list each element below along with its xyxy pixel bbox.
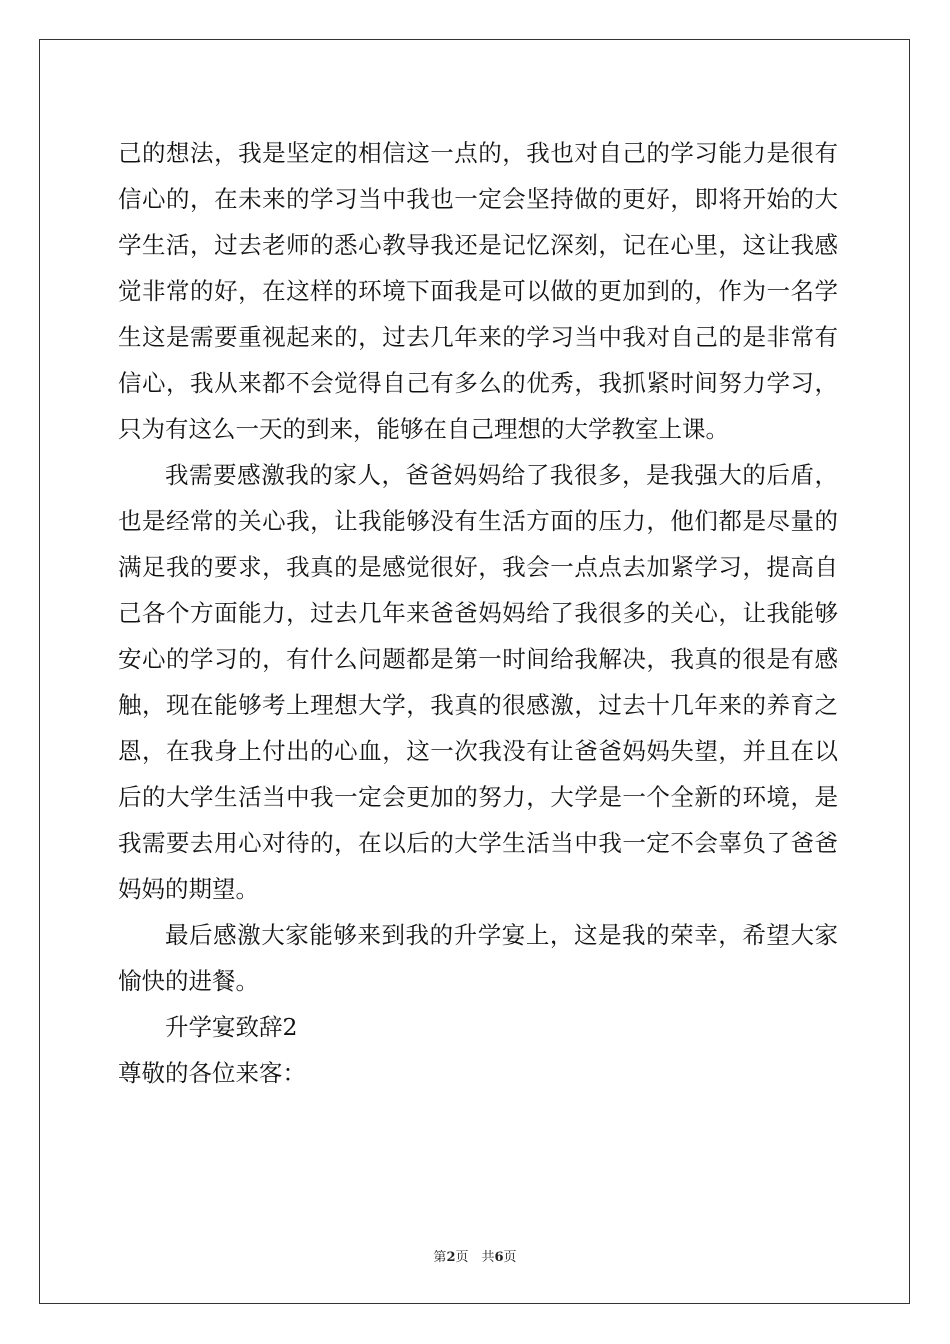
- salutation: 尊敬的各位来客：: [118, 1059, 306, 1087]
- text-line: 信心，我从来都不会觉得自己有多么的优秀，我抓紧时间努力学习，: [118, 369, 838, 397]
- footer-page-number: 2: [446, 1250, 456, 1265]
- footer-suffix: 页: [503, 1250, 517, 1265]
- paragraph-1: [118, 130, 838, 452]
- footer-middle: 页 共: [455, 1250, 495, 1265]
- text-line: 触，现在能够考上理想大学，我真的很感激，过去十几年来的养育之: [118, 691, 838, 719]
- text-line: 后的大学生活当中我一定会更加的努力，大学是一个全新的环境，是: [118, 783, 838, 811]
- page-footer: [0, 1246, 950, 1265]
- section-heading: 升学宴致辞2: [165, 1013, 298, 1041]
- text-line: 只为有这么一天的到来，能够在自己理想的大学教室上课。: [118, 415, 729, 443]
- document-body: [118, 130, 838, 1096]
- text-line: 恩，在我身上付出的心血，这一次我没有让爸爸妈妈失望，并且在以: [118, 737, 838, 765]
- text-line: 安心的学习的，有什么问题都是第一时间给我解决，我真的很是有感: [118, 645, 838, 673]
- text-line: 我需要感激我的家人，爸爸妈妈给了我很多，是我强大的后盾，: [165, 461, 838, 489]
- text-line: 觉非常的好，在这样的环境下面我是可以做的更加到的，作为一名学: [118, 277, 838, 305]
- text-line: 己各个方面能力，过去几年来爸爸妈妈给了我很多的关心，让我能够: [118, 599, 838, 627]
- text-line: 愉快的进餐。: [118, 967, 259, 995]
- paragraph-3: [118, 912, 838, 1004]
- text-line: 最后感激大家能够来到我的升学宴上，这是我的荣幸，希望大家: [165, 921, 838, 949]
- text-line: 己的想法，我是坚定的相信这一点的，我也对自己的学习能力是很有: [118, 139, 838, 167]
- paragraph-2: [118, 452, 838, 912]
- text-line: 妈妈的期望。: [118, 875, 259, 903]
- text-line: 生这是需要重视起来的，过去几年来的学习当中我对自己的是非常有: [118, 323, 838, 351]
- text-line: 信心的，在未来的学习当中我也一定会坚持做的更好，即将开始的大: [118, 185, 838, 213]
- footer-prefix: 第: [433, 1250, 447, 1265]
- text-line: 也是经常的关心我，让我能够没有生活方面的压力，他们都是尽量的: [118, 507, 838, 535]
- text-line: 满足我的要求，我真的是感觉很好，我会一点点去加紧学习，提高自: [118, 553, 838, 581]
- text-line: 我需要去用心对待的，在以后的大学生活当中我一定不会辜负了爸爸: [118, 829, 838, 857]
- footer-total-pages: 6: [494, 1250, 504, 1265]
- text-line: 学生活，过去老师的悉心教导我还是记忆深刻，记在心里，这让我感: [118, 231, 838, 259]
